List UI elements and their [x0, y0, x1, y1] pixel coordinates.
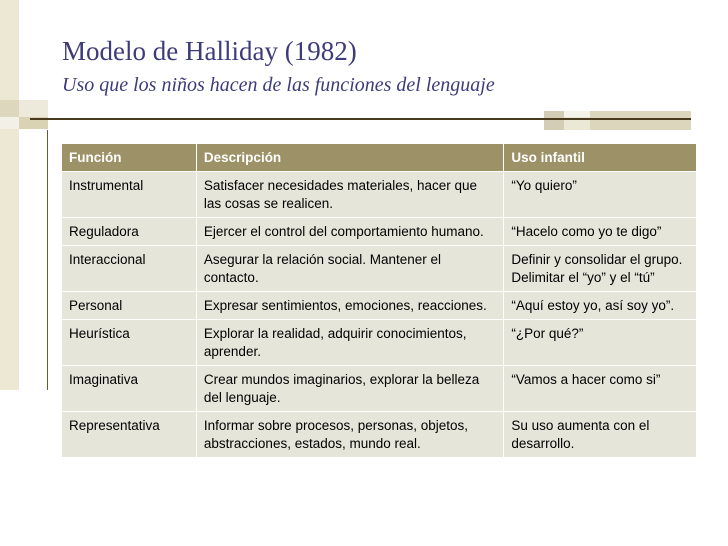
cell-uso-infantil: “Yo quiero” [504, 172, 697, 218]
table-row [62, 218, 697, 246]
column-header-descripcion: Descripción [196, 144, 503, 172]
cell-descripcion: Crear mundos imaginarios, explorar la belleza del lenguaje. [196, 366, 503, 412]
cell-uso-infantil: “Vamos a hacer como si” [504, 366, 697, 412]
decorative-tile [544, 111, 564, 130]
cell-descripcion: Explorar la realidad, adquirir conocimientos, aprender. [196, 320, 503, 366]
cell-uso-infantil: Definir y consolidar el grupo. Delimitar el “yo” y el “tú” [504, 246, 697, 292]
cell-funcion: Interaccional [62, 246, 197, 292]
cell-uso-infantil: “Hacelo como yo te digo” [504, 218, 697, 246]
table-row [62, 412, 697, 458]
cell-funcion: Reguladora [62, 218, 197, 246]
decorative-tile [0, 117, 19, 129]
slide-title: Modelo de Halliday (1982) [62, 36, 357, 66]
cell-descripcion: Asegurar la relación social. Mantener el contacto. [196, 246, 503, 292]
table-row [62, 292, 697, 320]
cell-uso-infantil: Su uso aumenta con el desarrollo. [504, 412, 697, 458]
column-header-uso-infantil: Uso infantil [504, 144, 697, 172]
table-row [62, 320, 697, 366]
decorative-sidebar-bar [0, 0, 19, 390]
halliday-functions-table [61, 143, 697, 458]
column-header-funcion: Función [62, 144, 197, 172]
cell-funcion: Instrumental [62, 172, 197, 218]
decorative-sidebar-gap [19, 0, 48, 100]
cell-funcion: Representativa [62, 412, 197, 458]
cell-funcion: Personal [62, 292, 197, 320]
cell-funcion: Imaginativa [62, 366, 197, 412]
cell-uso-infantil: “Aquí estoy yo, así soy yo”. [504, 292, 697, 320]
decorative-vertical-line [47, 130, 48, 390]
title-divider [30, 118, 691, 120]
cell-descripcion: Informar sobre procesos, personas, objetos, abstracciones, estados, mundo real. [196, 412, 503, 458]
decorative-tile [0, 100, 19, 117]
slide-subtitle: Uso que los niños hacen de las funciones del lenguaje [62, 74, 495, 96]
cell-descripcion: Satisfacer necesidades materiales, hacer que las cosas se realicen. [196, 172, 503, 218]
cell-descripcion: Expresar sentimientos, emociones, reacciones. [196, 292, 503, 320]
table-row [62, 366, 697, 412]
decorative-tile [564, 111, 590, 117]
cell-funcion: Heurística [62, 320, 197, 366]
cell-descripcion: Ejercer el control del comportamiento humano. [196, 218, 503, 246]
table-row [62, 172, 697, 218]
table-header-row [62, 144, 697, 172]
cell-uso-infantil: “¿Por qué?” [504, 320, 697, 366]
decorative-tile [590, 111, 691, 130]
table-row [62, 246, 697, 292]
decorative-tile [19, 100, 48, 117]
